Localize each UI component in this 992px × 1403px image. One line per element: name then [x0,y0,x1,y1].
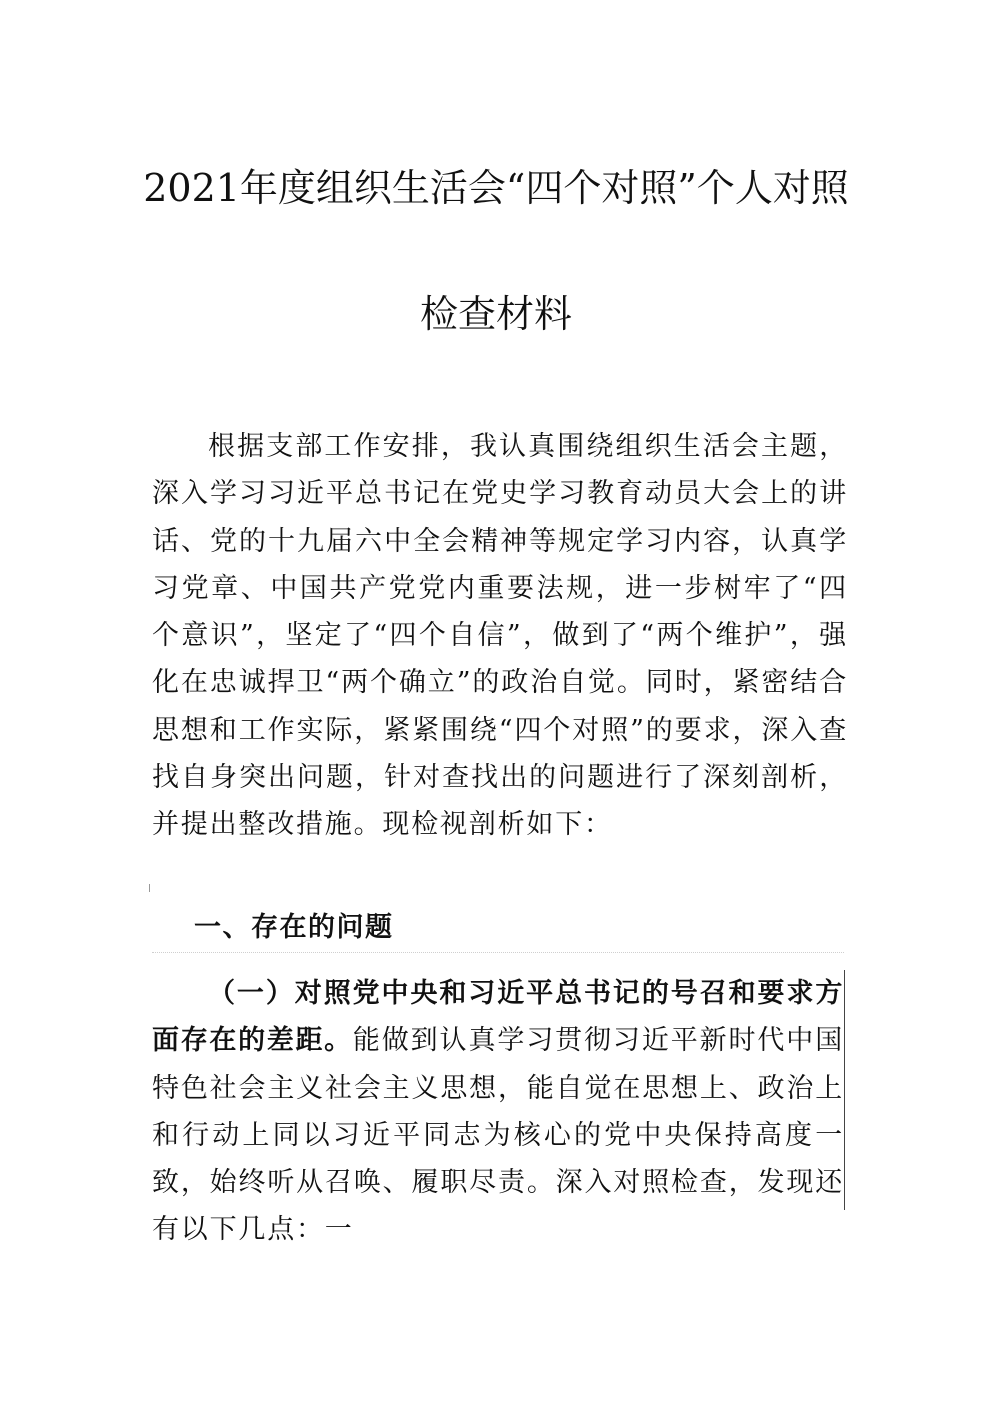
subsection-lead: （一）对照党中央和习近平总书记的号召和要求方面存在的差距。 [152,978,844,1057]
document-title-line-1: 2021年度组织生活会“四个对照”个人对照 [143,166,849,210]
text-cursor-mark [149,884,150,892]
section-divider [152,952,844,953]
subsection-body: 能做到认真学习贯彻习近平新时代中国特色社会主义社会主义思想，能自觉在思想上、政治上和行动上同以习近平同志为核心的党中央保持高度一致，始终听从召唤、履职尽责。深入对照检查，发现还有以下几点：一 [152,1025,844,1246]
section-heading-problems: 一、存在的问题 [194,912,394,943]
intro-paragraph: 根据支部工作安排，我认真围绕组织生活会主题，深入学习习近平总书记在党史学习教育动员大会上的讲话、党的十九届六中全会精神等规定学习内容，认真学习党章、中国共产党党内重要法规，进一步树牢了“四个意识”，坚定了“四个自信”，做到了“两个维护”，强化在忠诚捍卫“两个确立”的政治自觉。同时，紧密结合思想和工作实际，紧紧围绕“四个对照”的要求，深入查找自身突出问题，针对查找出的问题进行了深刻剖析，并提出整改措施。现检视剖析如下： [152,431,848,841]
document-title-line-2: 检查材料 [419,292,572,336]
subsection-paragraph [152,970,845,1246]
